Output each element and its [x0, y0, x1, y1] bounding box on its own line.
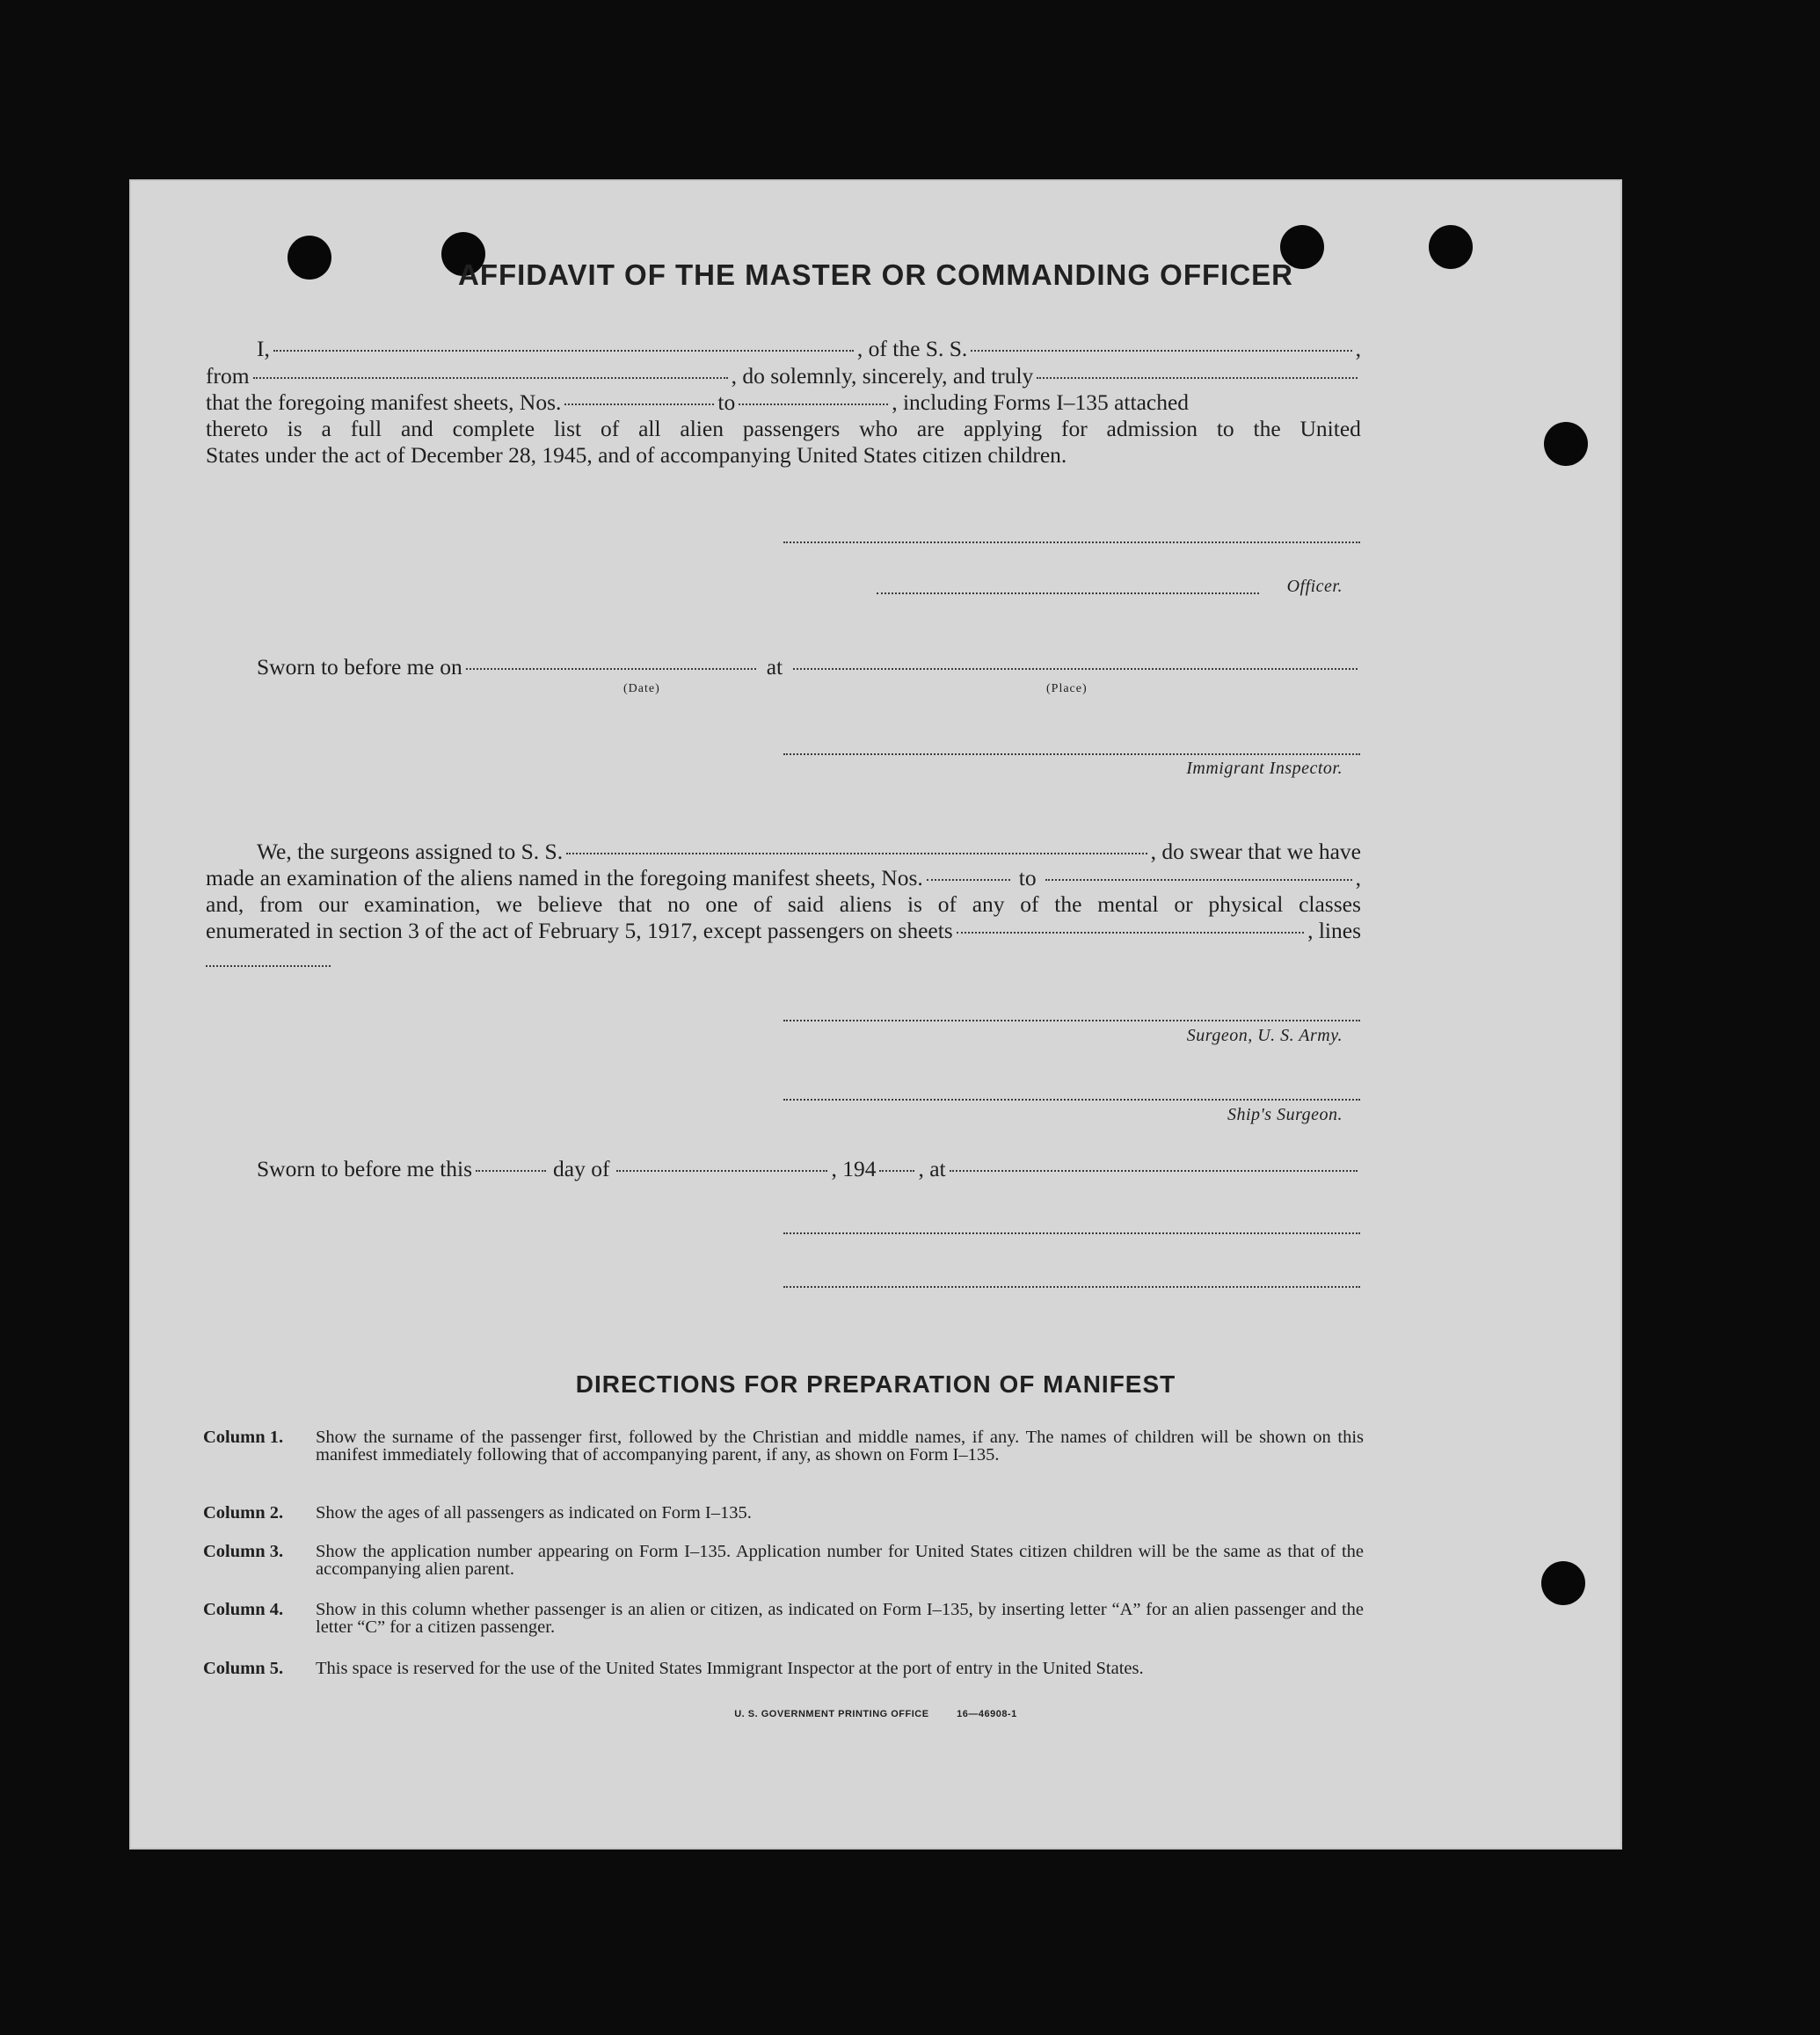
form-code: 16—46908-1	[957, 1709, 1017, 1719]
affidavit-line-2	[206, 363, 1361, 389]
from-port-field[interactable]	[253, 377, 728, 379]
except-sheets-field[interactable]	[957, 932, 1304, 934]
text: , do solemnly, sincerely, and truly	[731, 363, 1034, 389]
printer-name: U. S. GOVERNMENT PRINTING OFFICE	[734, 1709, 929, 1719]
surgeons-line-2	[206, 865, 1361, 891]
sworn-day-field[interactable]	[476, 1170, 546, 1172]
direction-text: This space is reserved for the use of the United States Immigrant Inspector at the port of entry in the United States.	[316, 1659, 1144, 1678]
direction-item	[203, 1428, 1364, 1464]
text: , do swear that we have	[1150, 839, 1361, 864]
lines-field[interactable]	[206, 965, 331, 967]
form-sheet	[129, 179, 1622, 1850]
direction-text: Show the application number appearing on Form I–135. Application number for United States citizen children will be the same as that of the accompanying alien parent.	[316, 1542, 1364, 1579]
text: I,	[257, 336, 270, 361]
inspector-signature-line[interactable]	[783, 753, 1360, 755]
punch-hole	[1544, 422, 1588, 466]
exam-sheets-from-field[interactable]	[927, 879, 1010, 881]
master-name-field[interactable]	[273, 350, 854, 352]
text: that the foregoing manifest sheets, Nos.	[206, 389, 562, 415]
text: enumerated in section 3 of the act of February 5, 1917, except passengers on sheets	[206, 918, 953, 943]
surgeons-sworn-line	[257, 1156, 1361, 1182]
sheets-to-field[interactable]	[739, 403, 888, 405]
army-surgeon-label: Surgeon, U. S. Army.	[1186, 1026, 1343, 1045]
signature-line[interactable]	[783, 1286, 1360, 1288]
date-caption: (Date)	[623, 682, 660, 695]
direction-column-label: Column 5.	[203, 1659, 284, 1678]
affidavit-line-1	[257, 336, 1361, 362]
officer-label: Officer.	[1286, 577, 1343, 596]
surgeons-line-4	[206, 918, 1361, 944]
sworn-place-field[interactable]	[793, 668, 1358, 670]
sworn-month-field[interactable]	[616, 1170, 827, 1172]
ships-surgeon-label: Ship's Surgeon.	[1227, 1105, 1343, 1124]
direction-text: Show the ages of all passengers as indicated on Form I–135.	[316, 1503, 752, 1523]
text: , at	[918, 1156, 946, 1181]
sworn-year-field[interactable]	[879, 1170, 914, 1172]
surgeons-line-3: and, from our examination, we believe that no one of said aliens is of any of the mental or physical classes	[206, 891, 1361, 917]
affidavit-line-5: States under the act of December 28, 1945, and of accompanying United States citizen children.	[206, 442, 1067, 468]
exam-sheets-to-field[interactable]	[1045, 879, 1352, 881]
sworn-date-field[interactable]	[466, 668, 756, 670]
text: Sworn to before me on	[257, 654, 462, 680]
affidavit-title: AFFIDAVIT OF THE MASTER OR COMMANDING OFFICER	[457, 258, 1293, 291]
text: Sworn to before me this	[257, 1156, 473, 1181]
surgeons-line-1	[257, 839, 1361, 865]
direction-column-label: Column 1.	[203, 1428, 284, 1447]
sworn-at-field[interactable]	[950, 1170, 1358, 1172]
inspector-label: Immigrant Inspector.	[1186, 759, 1343, 778]
ships-surgeon-signature-line[interactable]	[783, 1099, 1360, 1101]
place-caption: (Place)	[1046, 682, 1088, 695]
oath-type-field[interactable]	[1037, 377, 1358, 379]
text: , 194	[831, 1156, 877, 1181]
affidavit-line-4: thereto is a full and complete list of all alien passengers who are applying for admission to the United	[206, 416, 1361, 441]
punch-hole	[1541, 1561, 1585, 1605]
text: day of	[553, 1156, 610, 1181]
text: to	[1018, 865, 1037, 890]
text: made an examination of the aliens named in the foregoing manifest sheets, Nos.	[206, 865, 923, 890]
direction-text: Show in this column whether passenger is an alien or citizen, as indicated on Form I–135, by inserting letter “A” for an alien passenger and the letter “C” for a citizen passenger.	[316, 1600, 1364, 1637]
text: from	[206, 363, 250, 389]
direction-item	[203, 1601, 1364, 1636]
surgeons-ship-field[interactable]	[566, 853, 1147, 854]
text: at	[766, 654, 783, 680]
text: We, the surgeons assigned to S. S.	[257, 839, 564, 864]
text: to	[717, 389, 736, 415]
officer-signature-line[interactable]	[877, 592, 1259, 594]
direction-item	[203, 1660, 1364, 1677]
army-surgeon-signature-line[interactable]	[783, 1020, 1360, 1021]
affidavit-line-3	[206, 389, 1361, 416]
text: ,	[1355, 865, 1361, 890]
signature-line[interactable]	[783, 1232, 1360, 1234]
affidavit-sworn-line	[257, 654, 1361, 680]
direction-column-label: Column 4.	[203, 1600, 284, 1619]
text: , of the S. S.	[856, 336, 968, 361]
text: , including Forms I–135 attached	[892, 389, 1190, 415]
direction-item	[203, 1504, 1364, 1522]
ship-name-field[interactable]	[971, 350, 1351, 352]
direction-text: Show the surname of the passenger first, followed by the Christian and middle names, if any. The names of children will be shown on this manifest immediately following that of accompanying parent, if any, as shown on Form I–135.	[316, 1428, 1364, 1464]
printer-footer	[129, 1709, 1622, 1719]
direction-column-label: Column 3.	[203, 1542, 284, 1561]
text: , lines	[1307, 918, 1361, 943]
directions-title: DIRECTIONS FOR PREPARATION OF MANIFEST	[575, 1370, 1176, 1398]
signature-line[interactable]	[783, 541, 1360, 543]
direction-item	[203, 1543, 1364, 1578]
sheets-from-field[interactable]	[564, 403, 714, 405]
text: ,	[1355, 336, 1361, 361]
direction-column-label: Column 2.	[203, 1503, 284, 1523]
